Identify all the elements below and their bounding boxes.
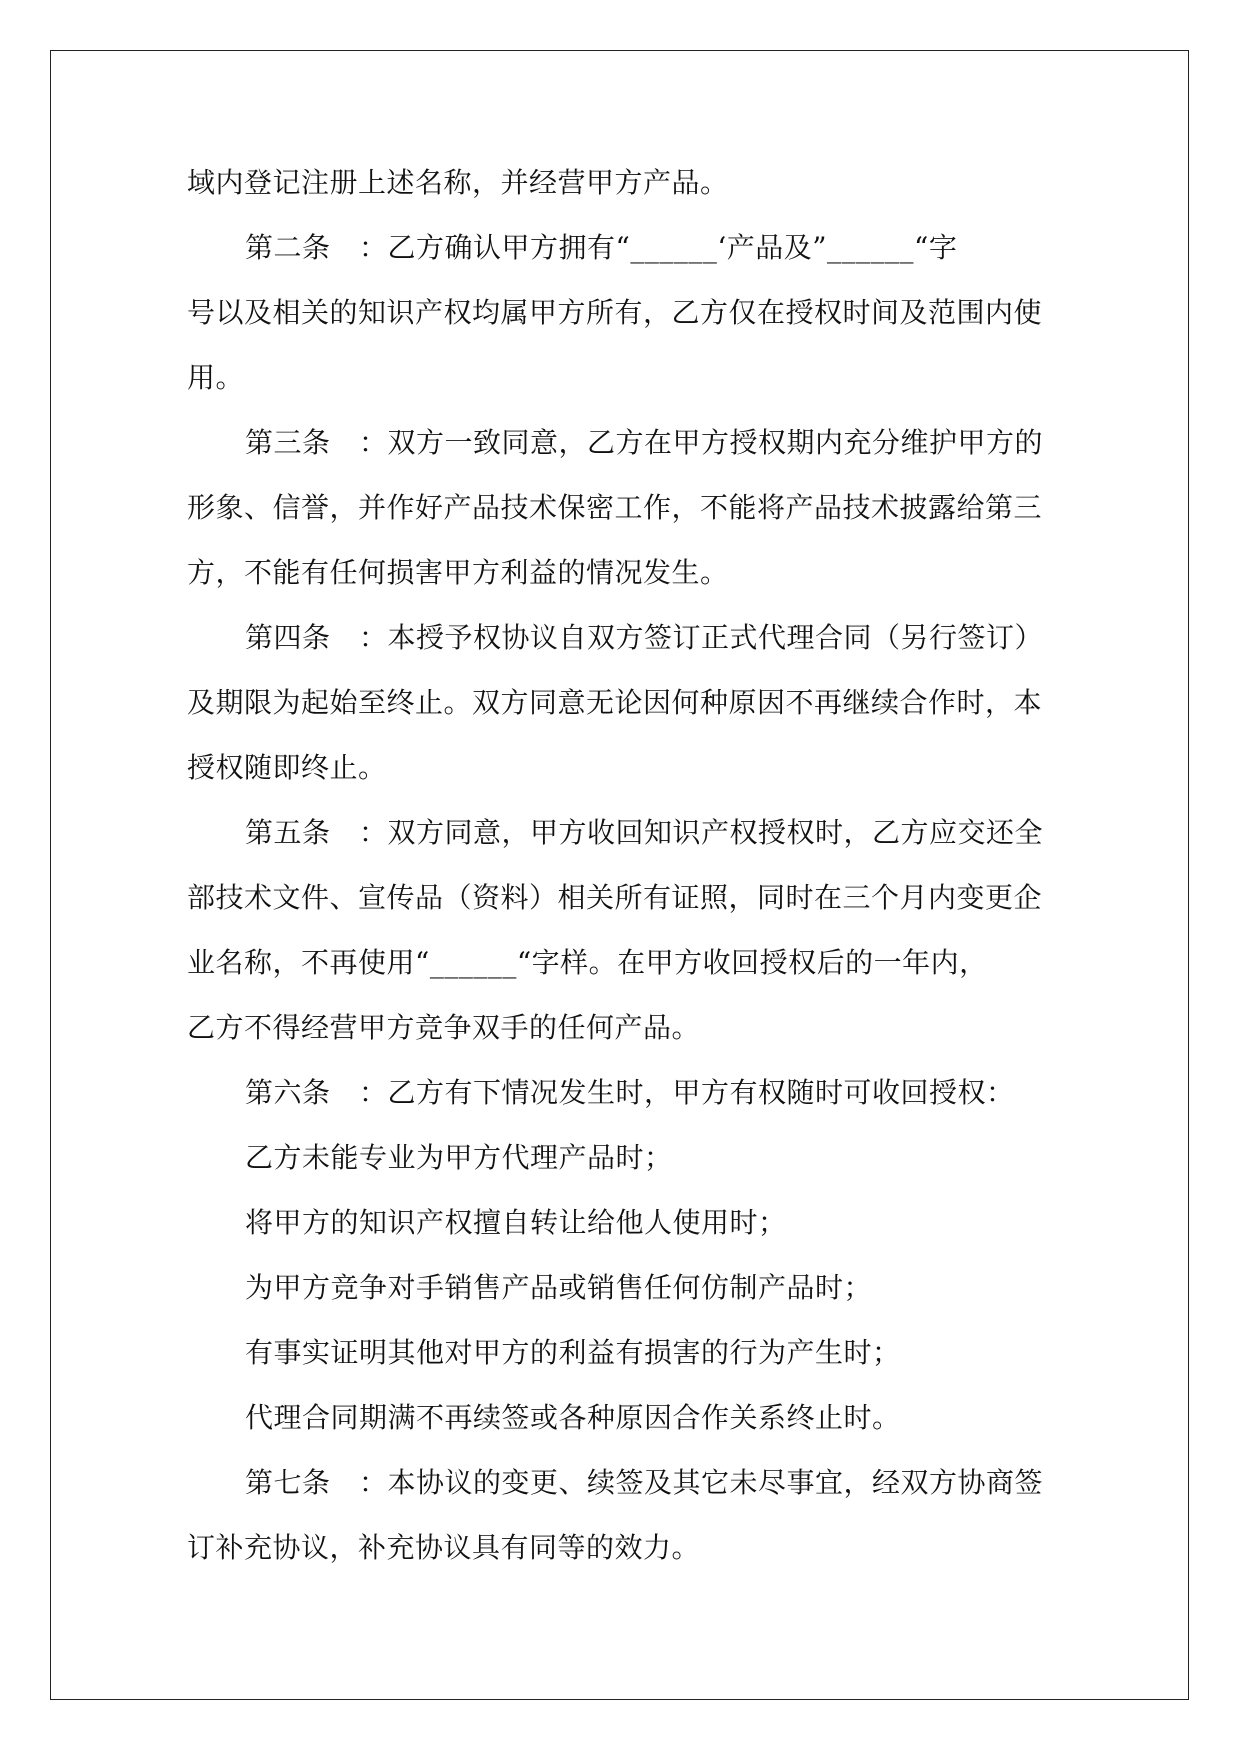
text-line: 形象、信誉，并作好产品技术保密工作，不能将产品技术披露给第三 (187, 491, 1043, 524)
text-line: 方，不能有任何损害甲方利益的情况发生。 (187, 556, 729, 589)
text-line: 部技术文件、宣传品（资料）相关所有证照，同时在三个月内变更企 (187, 881, 1043, 914)
article-2-line: 第二条 ：乙方确认甲方拥有“______‘产品及”______“字 (245, 231, 958, 264)
text-line: 域内登记注册上述名称，并经营甲方产品。 (187, 166, 729, 199)
document-body (187, 150, 1055, 1580)
text-line: 号以及相关的知识产权均属甲方所有，乙方仅在授权时间及范围内使 (187, 296, 1043, 329)
article-6-line: 第六条 ：乙方有下情况发生时，甲方有权随时可收回授权： (245, 1076, 1015, 1109)
text-line: 授权随即终止。 (187, 751, 387, 784)
text-line: 用。 (187, 361, 245, 394)
list-item: 有事实证明其他对甲方的利益有损害的行为产生时； (245, 1336, 901, 1369)
article-4-line: 第四条 ：本授予权协议自双方签订正式代理合同（另行签订） (245, 621, 1044, 654)
text-line: 及期限为起始至终止。双方同意无论因何种原因不再继续合作时，本 (187, 686, 1043, 719)
text-line: 乙方不得经营甲方竞争双手的任何产品。 (187, 1011, 701, 1044)
text-line: 业名称，不再使用“______“字样。在甲方收回授权后的一年内， (187, 946, 988, 979)
list-item: 代理合同期满不再续签或各种原因合作关系终止时。 (245, 1401, 901, 1434)
article-7-line: 第七条 ：本协议的变更、续签及其它未尽事宜，经双方协商签 (245, 1466, 1044, 1499)
text-line: 订补充协议，补充协议具有同等的效力。 (187, 1531, 701, 1564)
article-3-line: 第三条 ：双方一致同意，乙方在甲方授权期内充分维护甲方的 (245, 426, 1044, 459)
list-item: 将甲方的知识产权擅自转让给他人使用时； (245, 1206, 787, 1239)
list-item: 乙方未能专业为甲方代理产品时； (245, 1141, 673, 1174)
list-item: 为甲方竞争对手销售产品或销售任何仿制产品时； (245, 1271, 873, 1304)
article-5-line: 第五条 ：双方同意，甲方收回知识产权授权时，乙方应交还全 (245, 816, 1044, 849)
